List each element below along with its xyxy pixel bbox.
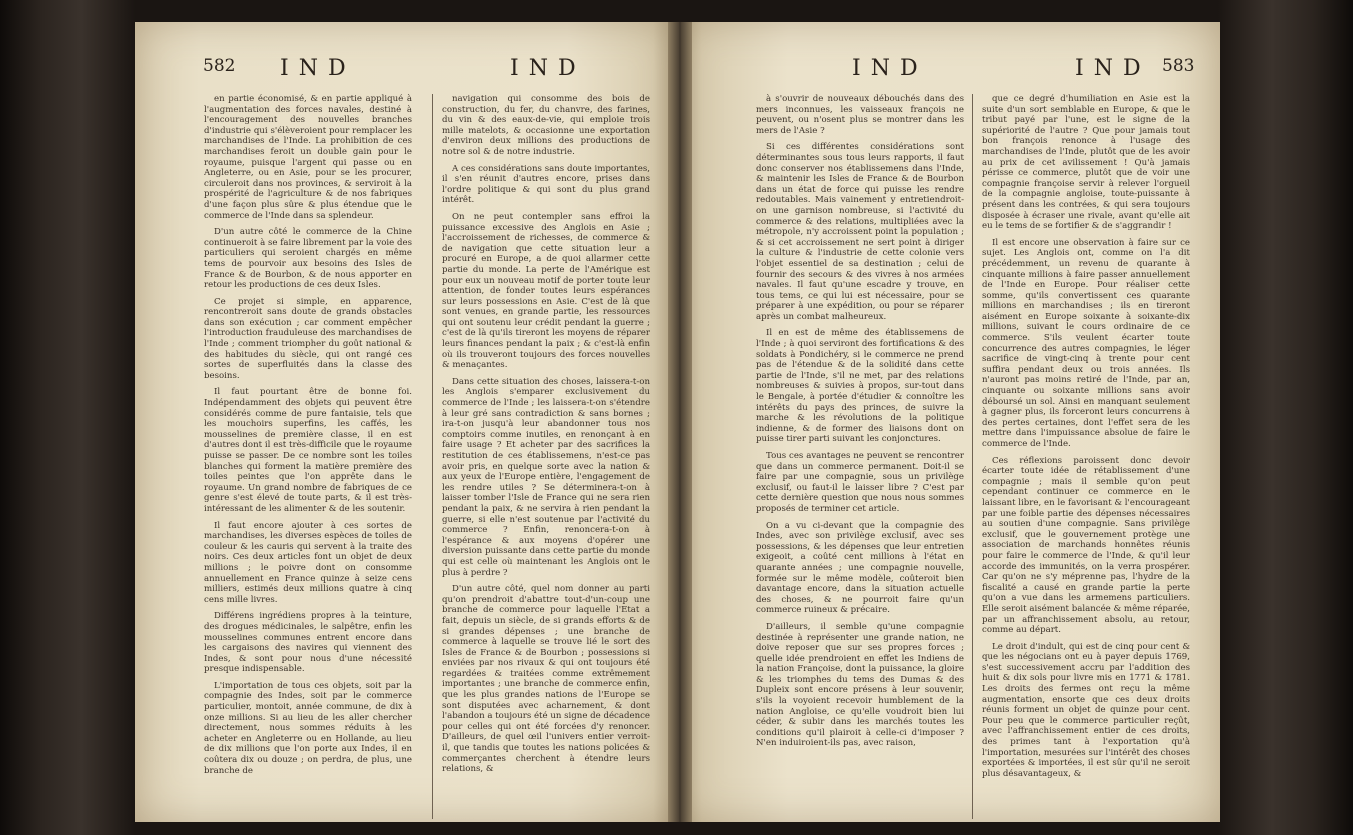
right-headword-2: IND xyxy=(1075,56,1151,81)
right-column-1 xyxy=(756,94,964,819)
left-column-1 xyxy=(204,94,412,819)
paragraph: L'importation de tous ces objets, soit par la compagnie des Indes, soit par le commerce particulier, montoit, année commune, de dix à onze millions. Si au lieu de les aller chercher directement, nous sommes réduits à les acheter en Angleterre ou en Hollande, au lieu de dix millions que l'on porte aux Indes, il en coûtera dix ou douze ; on perdra, de plus, une branche de xyxy=(204,680,412,776)
paragraph: Il en est de même des établissemens de l'Inde ; à quoi serviront des fortifications & des soldats à Pondichéry, si le commerce ne prend pas de l'étendue & de la solidité dans cette partie de l'Inde, s'il ne met, par des relations nombreuses & suivies à propos, sur-tout dans le Bengale, à portée d'étudier & connoître les intérêts du pays des princes, de suivre la marche & les révolutions de la politique indienne, & de former des liaisons dont on puisse tirer parti suivant les conjonctures. xyxy=(756,328,964,445)
paragraph: A ces considérations sans doute importantes, il s'en réunit d'autres encore, prises dans l'ordre politique & qui sont du plus grand intérêt. xyxy=(442,163,650,206)
left-headword-2: IND xyxy=(510,56,586,81)
left-column-2 xyxy=(442,94,650,819)
paragraph: D'ailleurs, il semble qu'une compagnie destinée à représenter une grande nation, ne doive reposer que sur ses propres forces ; quelle idée prendroient en effet les Indiens de la nation Françoise, dont la puissance, la gloire & les triomphes du tems des Dumas & des Dupleix sont encore présens à leur souvenir, s'ils la voyoient recevoir humblement de la nation Angloise, ce qu'elle voudroit bien lui céder, & subir dans les marchés toutes les conditions qu'il plairoit à celle-ci d'imposer ? N'en induiroient-ils pas, avec raison, xyxy=(756,621,964,749)
left-page-number: 582 xyxy=(203,56,236,76)
book-gutter xyxy=(668,22,692,822)
paragraph: navigation qui consomme des bois de construction, du fer, du chanvre, des farines, du vin & des eaux-de-vie, qui emploie trois mille matelots, & occasionne une exportation d'environ deux millions des productions de notre sol & de notre industrie. xyxy=(442,94,650,157)
left-column-rule xyxy=(432,94,433,819)
paragraph: Il est encore une observation à faire sur ce sujet. Les Anglois ont, comme on l'a dit précédemment, un revenu de quarante à cinquante millions à faire passer annuellement de l'Inde en Europe. Pour réaliser cette somme, qu'ils convertissent ces quarante millions en marchandises ; ils en tireront aisément en Europe soixante à soixante-dix millions, suivant le cours ordinaire de ce commerce. S'ils veulent écarter toute concurrence des autres compagnies, le léger sacrifice de vingt-cinq à trente pour cent suffira pendant deux ou trois années. Ils n'auront pas moins retiré de l'Inde, par an, cinquante ou soixante millions sans avoir déboursé un sol. Ainsi en manquant seulement à gagner plus, ils forceront leurs concurrens à des pertes certaines, dont l'effet sera de les mettre dans l'impuissance absolue de faire le commerce de l'Inde. xyxy=(982,237,1190,449)
paragraph: On a vu ci-devant que la compagnie des Indes, avec son privilège exclusif, avec ses possessions, & les dépenses que leur entretien exigeoit, a coûté cent millions à l'état en quarante années ; une compagnie nouvelle, formée sur le même modèle, coûteroit bien davantage encore, dans la situation actuelle des choses, & ne pourroit faire qu'un commerce ruineux & précaire. xyxy=(756,520,964,616)
paragraph: D'un autre côté le commerce de la Chine continueroit à se faire librement par la voie des particuliers qui seroient chargés en même tems de pourvoir aux besoins des Isles de France & de Bourbon, & de nous apporter en retour les productions de ces deux Isles. xyxy=(204,227,412,291)
paragraph: D'un autre côté, quel nom donner au parti qu'on prendroit d'abattre tout-d'un-coup une branche de commerce pour laquelle l'Etat a fait, depuis un siècle, de si grands efforts & de si grandes dépenses ; une branche de commerce à laquelle se trouve lié le sort des Isles de France & de Bourbon ; possessions si enviées par nos rivaux & qui ont toujours été regardées & traitées comme extrêmement importantes ; une branche de commerce enfin, que les plus grandes nations de l'Europe se sont disputées avec acharnement, & dont l'abandon a toujours été un signe de décadence pour celles qui ont été forcées d'y renoncer. D'ailleurs, de quel œil l'univers entier verroit-il, que tandis que toutes les nations policées & commerçantes cherchent à étendre leurs relations, & xyxy=(442,584,650,775)
paragraph: que ce degré d'humiliation en Asie est la suite d'un sort semblable en Europe, & que le tribut payé par l'une, est le signe de la supériorité de l'autre ? Que pour jamais tout bon françois renonce à l'usage des marchandises de l'Inde, plutôt que de les avoir au prix de cet avilissement ! Qu'à jamais périsse ce commerce, plutôt que de voir une compagnie françoise servir à relever l'orgueil de la compagnie angloise, toute-puissante à présent dans les contrées, & qui sera toujours disposée à écraser une rivale, avant qu'elle ait eu le tems de se fortifier & de s'aggrandir ! xyxy=(982,94,1190,232)
paragraph: Si ces différentes considérations sont déterminantes sous tous leurs rapports, il faut donc conserver nos établissemens dans l'Inde, & maintenir les Isles de France & de Bourbon dans un état de force qui puisse les rendre redoutables. Mais vainement y entretiendroit-on une garnison nombreuse, si l'activité du commerce & des relations, multipliées avec la métropole, n'y accroissent point la population ; & si cet accroissement ne sert point à diriger la culture & l'industrie de cette colonie vers l'objet essentiel de sa destination ; celui de fournir des secours & des vivres à nos armées navales. Il faut qu'une escadre y trouve, en tous tems, ce qui lui est nécessaire, pour se préparer à une expédition, ou pour se réparer après un combat malheureux. xyxy=(756,142,964,322)
right-headword-1: IND xyxy=(852,56,928,81)
right-column-2 xyxy=(982,94,1190,819)
right-column-rule xyxy=(972,94,973,819)
paragraph: Il faut encore ajouter à ces sortes de marchandises, les diverses espèces de toiles de couleur & les cauris qui servent à la traite des noirs. Ces deux articles font un objet de deux millions ; le poivre dont on consomme annuellement en France quinze à seize cens milliers, estimés deux millions quatre à cinq cens mille livres. xyxy=(204,520,412,605)
right-page-number: 583 xyxy=(1162,56,1195,76)
paragraph: Il faut pourtant être de bonne foi. Indépendamment des objets qui peuvent être considérés comme de pure fantaisie, tels que les mouchoirs superfins, les caffés, les mousselines de première classe, il en est d'autres dont il est très-difficile que le royaume puisse se passer. De ce nombre sont les toiles blanches qui forment la matière première des toiles peintes que l'on apprête dans le royaume. Un grand nombre de fabriques de ce genre s'est élevé de toute parts, & il est très-intéressant de les alimenter & de les soutenir. xyxy=(204,387,412,514)
paragraph: en partie économisé, & en partie appliqué à l'augmentation des forces navales, destiné à l'encouragement des nouvelles branches d'industrie qui s'élèveroient pour remplacer les marchandises de l'Inde. La prohibition de ces marchandises feroit un double gain pour le royaume, puisque l'argent qui passe ou en Angleterre, ou en Asie, pour se les procurer, circuleroit dans nos provinces, & serviroit à la prospérité de l'agriculture & de nos fabriques d'une façon plus sûre & plus étendue que le commerce de l'Inde dans sa splendeur. xyxy=(204,94,412,221)
paragraph: Ces réflexions paroissent donc devoir écarter toute idée de rétablissement d'une compagnie ; mais il semble qu'on peut cependant continuer ce commerce en le laissant libre, en le favorisant & l'encourageant par une foible partie des dépenses nécessaires au soutien d'une compagnie. Sans privilège exclusif, que le gouvernement protège une association de marchands honnêtes réunis pour faire le commerce de l'Inde, & qu'il leur accorde des immunités, on la verra prospérer. Car qu'on ne s'y méprenne pas, l'hydre de la fiscalité a causé en grande partie la perte qu'on a vue dans les armemens particuliers. Elle seroit aisément balancée & même réparée, par un affranchissement absolu, au retour, comme au départ. xyxy=(982,455,1190,636)
paragraph: Dans cette situation des choses, laissera-t-on les Anglois s'emparer exclusivement du commerce de l'Inde ; les laissera-t-on s'étendre à leur gré sans contradiction & sans bornes ; ira-t-on jusqu'à leur abandonner tous nos comptoirs comme inutiles, en renonçant à en faire usage ? Et acheter par des sacrifices la restitution de ces établissemens, n'est-ce pas avoir pris, en quelque sorte avec la nation & aux yeux de l'Europe entière, l'engagement de les rendre utiles ? Se déterminera-t-on à laisser tomber l'Isle de France qui ne sera rien pendant la paix, & ne servira à rien pendant la guerre, si elle n'est soutenue par l'activité du commerce ? Enfin, renoncera-t-on à l'espérance & aux moyens d'opérer une diversion puissante dans cette partie du monde qui est celle où maintenant les Anglois ont le plus à perdre ? xyxy=(442,376,650,578)
paragraph: Ce projet si simple, en apparence, rencontreroit sans doute de grands obstacles dans son exécution ; car comment empêcher l'introduction frauduleuse des marchandises de l'Inde ; comment triompher du goût national & des habitudes du siècle, qui ont rangé ces sortes de superfluités dans la classe des besoins. xyxy=(204,296,412,381)
paragraph: Différens ingrédiens propres à la teinture, des drogues médicinales, le salpêtre, enfin les mousselines communes entrent encore dans les cargaisons des navires qui viennent des Indes, & sont pour nous d'une nécessité presque indispensable. xyxy=(204,611,412,675)
paragraph: à s'ouvrir de nouveaux débouchés dans des mers inconnues, les vaisseaux françois ne peuvent, ou n'osent plus se montrer dans les mers de l'Asie ? xyxy=(756,94,964,136)
paragraph: On ne peut contempler sans effroi la puissance excessive des Anglois en Asie ; l'accroissement de richesses, de commerce & de navigation que cette situation leur a procuré en Europe, a de quoi allarmer cette partie du monde. La perte de l'Amérique est pour eux un nouveau motif de porter toute leur attention, de fonder toutes leurs espérances sur leurs possessions en Asie. C'est de là que sont venues, en grande partie, les ressources qui ont soutenu leur crédit pendant la guerre ; c'est de là qu'ils tireront les moyens de réparer leurs finances pendant la paix ; & c'est-là enfin où ils trouveront toujours des forces nouvelles & menaçantes. xyxy=(442,211,650,371)
left-headword-1: IND xyxy=(280,56,356,81)
paragraph: Le droit d'indult, qui est de cinq pour cent & que les négocians ont eu à payer depuis 1769, s'est successivement accru par l'addition des huit & dix sols pour livre mis en 1771 & 1781. Les droits des fermes ont reçu la même augmentation, ensorte que ces deux droits réunis forment un objet de quinze pour cent. Pour peu que le commerce particulier reçût, avec l'affranchissement entier de ces droits, des primes tant à l'exportation qu'à l'importation, mesurées sur l'intérêt des choses exportées & importées, il est sûr qu'il ne seroit plus désavantageux, & xyxy=(982,641,1190,779)
paragraph: Tous ces avantages ne peuvent se rencontrer que dans un commerce permanent. Doit-il se faire par une compagnie, sous un privilège exclusif, ou faut-il le laisser libre ? C'est par cette dernière question que nous nous sommes proposés de terminer cet article. xyxy=(756,451,964,514)
